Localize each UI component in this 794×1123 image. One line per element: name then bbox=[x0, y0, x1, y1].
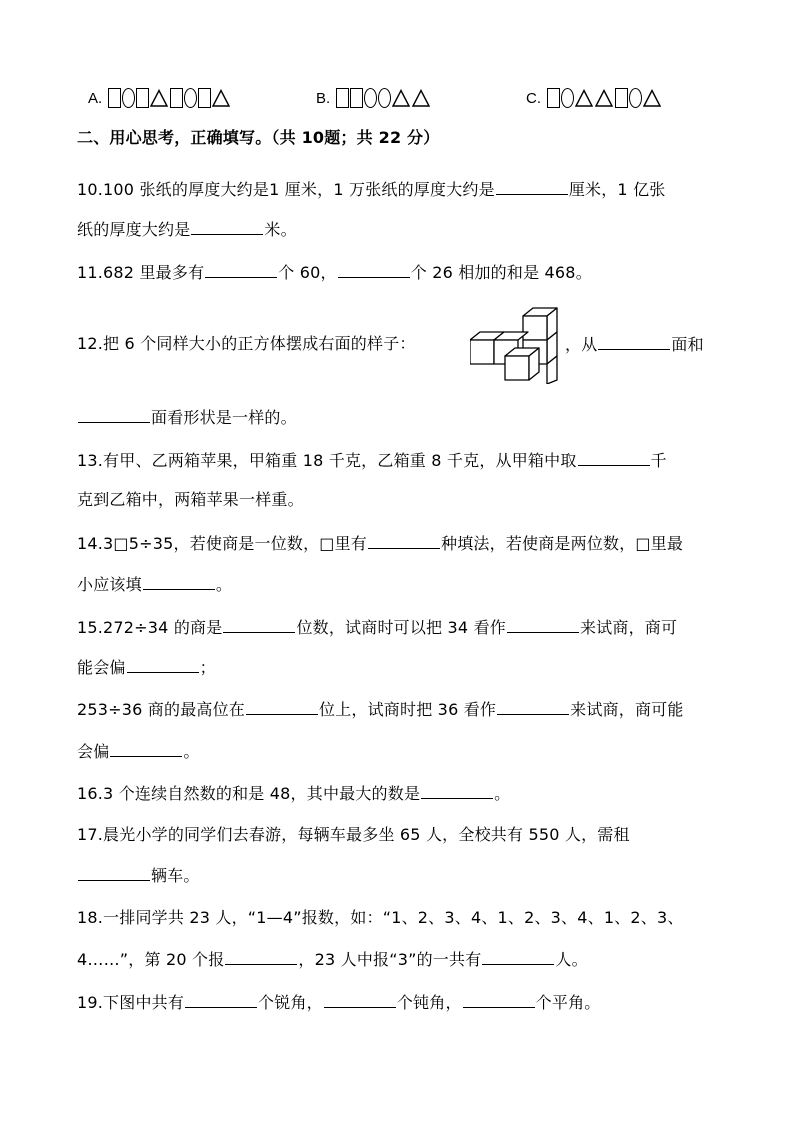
question-14-line-1: 14.3□5÷35，若使商是一位数，□里有 种填法，若使商是两位数，□里最 bbox=[77, 534, 684, 553]
question-18-line-1: 18.一排同学共 23 人，“1—4”报数，如：“1、2、3、4、1、2、3、4、1、2、3、 bbox=[77, 908, 684, 927]
question-15-line-1: 15.272÷34 的商是 位数，试商时可以把 34 看作 来试商，商可 bbox=[77, 618, 678, 637]
triangle-shape-icon bbox=[212, 89, 230, 107]
answer-blank[interactable] bbox=[143, 573, 215, 590]
answer-blank[interactable] bbox=[185, 991, 257, 1008]
triangle-shape-icon bbox=[575, 89, 593, 107]
triangle-shape-icon bbox=[643, 89, 661, 107]
triangle-shape-icon bbox=[392, 89, 410, 107]
question-10-line-2: 纸的厚度大约是 米。 bbox=[77, 220, 297, 239]
option-c-label: C. bbox=[526, 89, 541, 107]
answer-blank[interactable] bbox=[497, 698, 569, 715]
oval-shape-icon bbox=[561, 88, 574, 108]
question-16: 16.3 个连续自然数的和是 48，其中最大的数是 。 bbox=[77, 784, 511, 803]
oval-shape-icon bbox=[364, 88, 377, 108]
section-heading: 二、用心思考，正确填写。（共 10题；共 22 分） bbox=[77, 128, 440, 147]
question-15-line-2: 能会偏 ； bbox=[77, 658, 216, 677]
question-15-line-4: 会偏 。 bbox=[77, 742, 200, 761]
oval-shape-icon bbox=[184, 88, 197, 108]
option-c-shapes bbox=[547, 88, 663, 108]
square-shape-icon bbox=[336, 88, 349, 108]
oval-shape-icon bbox=[629, 88, 642, 108]
square-shape-icon bbox=[198, 88, 211, 108]
question-15-line-3: 253÷36 商的最高位在 位上，试商时把 36 看作 来试商，商可能 bbox=[77, 700, 684, 719]
answer-blank[interactable] bbox=[246, 698, 318, 715]
answer-blank[interactable] bbox=[110, 740, 182, 757]
answer-blank[interactable] bbox=[421, 782, 493, 799]
answer-blank[interactable] bbox=[598, 333, 670, 350]
square-shape-icon bbox=[108, 88, 121, 108]
question-10-line-1: 10.100 张纸的厚度大约是1 厘米，1 万张纸的厚度大约是 厘米，1 亿张 bbox=[77, 180, 666, 199]
option-b-shapes bbox=[336, 88, 432, 108]
answer-blank[interactable] bbox=[496, 178, 568, 195]
answer-blank[interactable] bbox=[205, 261, 277, 278]
answer-blank[interactable] bbox=[324, 991, 396, 1008]
answer-blank[interactable] bbox=[127, 656, 199, 673]
oval-shape-icon bbox=[122, 88, 135, 108]
question-13-line-1: 13.有甲、乙两箱苹果，甲箱重 18 千克，乙箱重 8 千克，从甲箱中取 千 bbox=[77, 451, 667, 470]
triangle-shape-icon bbox=[412, 89, 430, 107]
question-12-part-2: ，从 面和 bbox=[565, 335, 704, 354]
question-18-line-2: 4……”，第 20 个报 ，23 人中报“3”的一共有 人。 bbox=[77, 950, 588, 969]
question-12-part-1: 12.把 6 个同样大小的正方体摆成右面的样子： bbox=[77, 334, 416, 353]
answer-blank[interactable] bbox=[368, 532, 440, 549]
square-shape-icon bbox=[136, 88, 149, 108]
cube-arrangement-figure bbox=[470, 306, 566, 384]
option-c[interactable] bbox=[526, 84, 663, 112]
question-17-line-2: 辆车。 bbox=[77, 864, 200, 887]
triangle-shape-icon bbox=[595, 89, 613, 107]
question-13-line-2: 克到乙箱中，两箱苹果一样重。 bbox=[77, 490, 304, 509]
square-shape-icon bbox=[350, 88, 363, 108]
answer-options bbox=[0, 84, 794, 112]
answer-blank[interactable] bbox=[463, 991, 535, 1008]
option-b-label: B. bbox=[316, 89, 331, 107]
answer-blank[interactable] bbox=[78, 864, 150, 881]
square-shape-icon bbox=[170, 88, 183, 108]
square-shape-icon bbox=[547, 88, 560, 108]
answer-blank[interactable] bbox=[338, 261, 410, 278]
triangle-shape-icon bbox=[150, 89, 168, 107]
square-shape-icon bbox=[615, 88, 628, 108]
answer-blank[interactable] bbox=[482, 948, 554, 965]
answer-blank[interactable] bbox=[578, 449, 650, 466]
answer-blank[interactable] bbox=[225, 948, 297, 965]
option-a[interactable] bbox=[88, 84, 232, 112]
option-b[interactable] bbox=[316, 84, 432, 112]
oval-shape-icon bbox=[378, 88, 391, 108]
answer-blank[interactable] bbox=[223, 616, 295, 633]
answer-blank[interactable] bbox=[191, 218, 263, 235]
answer-blank[interactable] bbox=[507, 616, 579, 633]
question-11: 11.682 里最多有 个 60， 个 26 相加的和是 468。 bbox=[77, 263, 592, 282]
question-19: 19.下图中共有 个锐角， 个钝角， 个平角。 bbox=[77, 993, 601, 1012]
option-a-shapes bbox=[108, 88, 232, 108]
question-14-line-2: 小应该填 。 bbox=[77, 575, 233, 594]
question-12-line-2: 面看形状是一样的。 bbox=[77, 406, 297, 429]
option-a-label: A. bbox=[88, 89, 103, 107]
answer-blank[interactable] bbox=[78, 406, 150, 423]
question-17-line-1: 17.晨光小学的同学们去春游，每辆车最多坐 65 人，全校共有 550 人，需租 bbox=[77, 825, 630, 844]
